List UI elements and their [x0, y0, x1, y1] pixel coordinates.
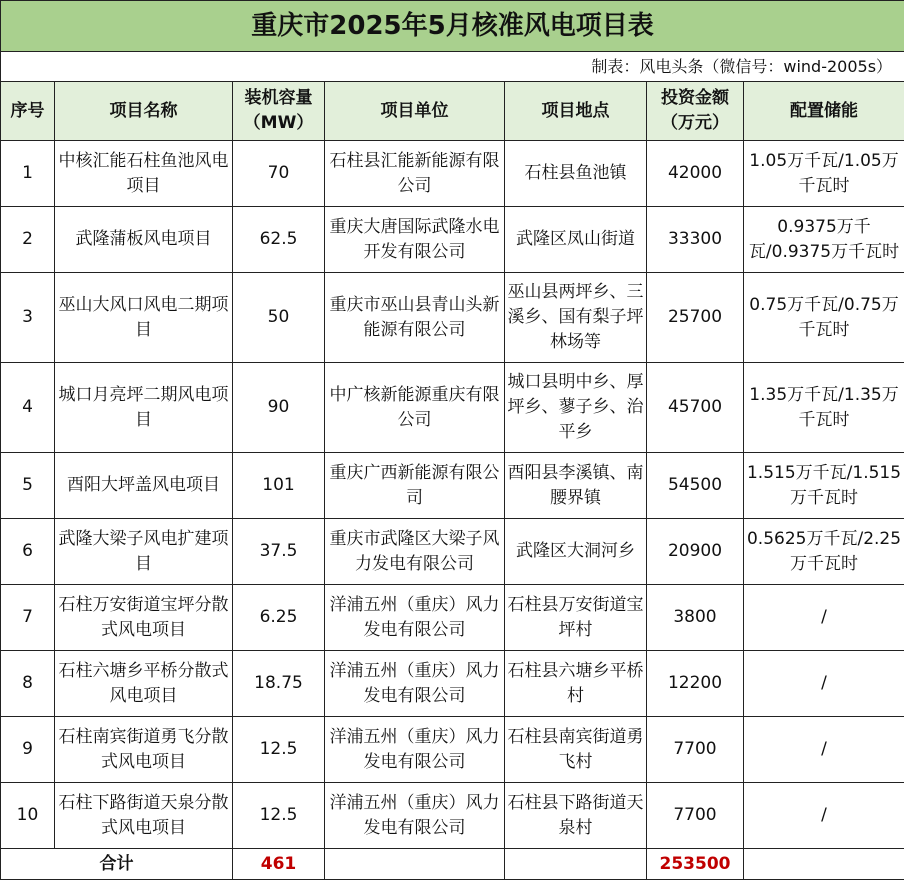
cell-name: 中核汇能石柱鱼池风电项目 [55, 141, 233, 207]
cell-storage: / [744, 585, 904, 651]
table-row [1, 519, 904, 585]
cell-storage: 1.515万千瓦/1.515万千瓦时 [744, 453, 904, 519]
cell-location: 石柱县鱼池镇 [505, 141, 647, 207]
cell-name: 石柱下路街道天泉分散式风电项目 [55, 783, 233, 849]
total-investment: 253500 [647, 849, 744, 880]
cell-seq: 8 [1, 651, 55, 717]
cell-storage: / [744, 717, 904, 783]
table-row [1, 453, 904, 519]
cell-name: 武隆蒲板风电项目 [55, 207, 233, 273]
cell-location: 石柱县下路街道天泉村 [505, 783, 647, 849]
cell-capacity: 37.5 [233, 519, 325, 585]
total-row [1, 849, 904, 880]
cell-investment: 33300 [647, 207, 744, 273]
table-row [1, 585, 904, 651]
cell-capacity: 6.25 [233, 585, 325, 651]
cell-unit: 中广核新能源重庆有限公司 [325, 363, 505, 453]
cell-investment: 42000 [647, 141, 744, 207]
cell-investment: 7700 [647, 783, 744, 849]
total-empty [505, 849, 647, 880]
cell-capacity: 90 [233, 363, 325, 453]
cell-capacity: 12.5 [233, 783, 325, 849]
table-row [1, 783, 904, 849]
cell-storage: 0.9375万千瓦/0.9375万千瓦时 [744, 207, 904, 273]
table-credit: 制表：风电头条（微信号：wind-2005s） [1, 52, 904, 82]
cell-seq: 5 [1, 453, 55, 519]
cell-location: 石柱县万安街道宝坪村 [505, 585, 647, 651]
cell-name: 石柱万安街道宝坪分散式风电项目 [55, 585, 233, 651]
cell-seq: 6 [1, 519, 55, 585]
cell-name: 石柱南宾街道勇飞分散式风电项目 [55, 717, 233, 783]
cell-storage: 1.35万千瓦/1.35万千瓦时 [744, 363, 904, 453]
table-row [1, 363, 904, 453]
cell-location: 武隆区大洞河乡 [505, 519, 647, 585]
cell-location: 石柱县六塘乡平桥村 [505, 651, 647, 717]
cell-capacity: 12.5 [233, 717, 325, 783]
cell-name: 酉阳大坪盖风电项目 [55, 453, 233, 519]
cell-seq: 2 [1, 207, 55, 273]
cell-storage: / [744, 651, 904, 717]
cell-investment: 12200 [647, 651, 744, 717]
total-capacity: 461 [233, 849, 325, 880]
cell-investment: 54500 [647, 453, 744, 519]
cell-location: 城口县明中乡、厚坪乡、蓼子乡、治平乡 [505, 363, 647, 453]
table-row [1, 717, 904, 783]
total-empty [325, 849, 505, 880]
table-row [1, 207, 904, 273]
cell-location: 巫山县两坪乡、三溪乡、国有梨子坪林场等 [505, 273, 647, 363]
cell-seq: 1 [1, 141, 55, 207]
cell-unit: 洋浦五州（重庆）风力发电有限公司 [325, 783, 505, 849]
cell-seq: 9 [1, 717, 55, 783]
cell-seq: 4 [1, 363, 55, 453]
cell-storage: 0.75万千瓦/0.75万千瓦时 [744, 273, 904, 363]
cell-investment: 45700 [647, 363, 744, 453]
cell-location: 石柱县南宾街道勇飞村 [505, 717, 647, 783]
cell-unit: 洋浦五州（重庆）风力发电有限公司 [325, 585, 505, 651]
table-row [1, 273, 904, 363]
cell-seq: 10 [1, 783, 55, 849]
cell-location: 酉阳县李溪镇、南腰界镇 [505, 453, 647, 519]
cell-unit: 洋浦五州（重庆）风力发电有限公司 [325, 717, 505, 783]
cell-capacity: 18.75 [233, 651, 325, 717]
cell-seq: 3 [1, 273, 55, 363]
table-row [1, 651, 904, 717]
cell-storage: 0.5625万千瓦/2.25万千瓦时 [744, 519, 904, 585]
cell-unit: 石柱县汇能新能源有限公司 [325, 141, 505, 207]
header-seq: 序号 [1, 82, 55, 141]
cell-name: 石柱六塘乡平桥分散式风电项目 [55, 651, 233, 717]
cell-investment: 3800 [647, 585, 744, 651]
cell-name: 武隆大梁子风电扩建项目 [55, 519, 233, 585]
header-investment: 投资金额 （万元） [647, 82, 744, 141]
cell-storage: / [744, 783, 904, 849]
cell-name: 巫山大风口风电二期项目 [55, 273, 233, 363]
cell-capacity: 50 [233, 273, 325, 363]
cell-name: 城口月亮坪二期风电项目 [55, 363, 233, 453]
cell-unit: 重庆市巫山县青山头新能源有限公司 [325, 273, 505, 363]
header-row [1, 82, 904, 141]
cell-investment: 7700 [647, 717, 744, 783]
cell-unit: 重庆广西新能源有限公司 [325, 453, 505, 519]
cell-storage: 1.05万千瓦/1.05万千瓦时 [744, 141, 904, 207]
total-empty [744, 849, 904, 880]
header-unit: 项目单位 [325, 82, 505, 141]
header-capacity: 装机容量 （MW） [233, 82, 325, 141]
cell-seq: 7 [1, 585, 55, 651]
cell-capacity: 70 [233, 141, 325, 207]
table-row [1, 141, 904, 207]
header-storage: 配置储能 [744, 82, 904, 141]
cell-investment: 25700 [647, 273, 744, 363]
table-title: 重庆市2025年5月核准风电项目表 [1, 1, 904, 52]
header-name: 项目名称 [55, 82, 233, 141]
cell-unit: 重庆市武隆区大梁子风力发电有限公司 [325, 519, 505, 585]
header-location: 项目地点 [505, 82, 647, 141]
cell-capacity: 62.5 [233, 207, 325, 273]
cell-capacity: 101 [233, 453, 325, 519]
cell-unit: 洋浦五州（重庆）风力发电有限公司 [325, 651, 505, 717]
cell-unit: 重庆大唐国际武隆水电开发有限公司 [325, 207, 505, 273]
total-label: 合计 [1, 849, 233, 880]
cell-investment: 20900 [647, 519, 744, 585]
cell-location: 武隆区凤山街道 [505, 207, 647, 273]
